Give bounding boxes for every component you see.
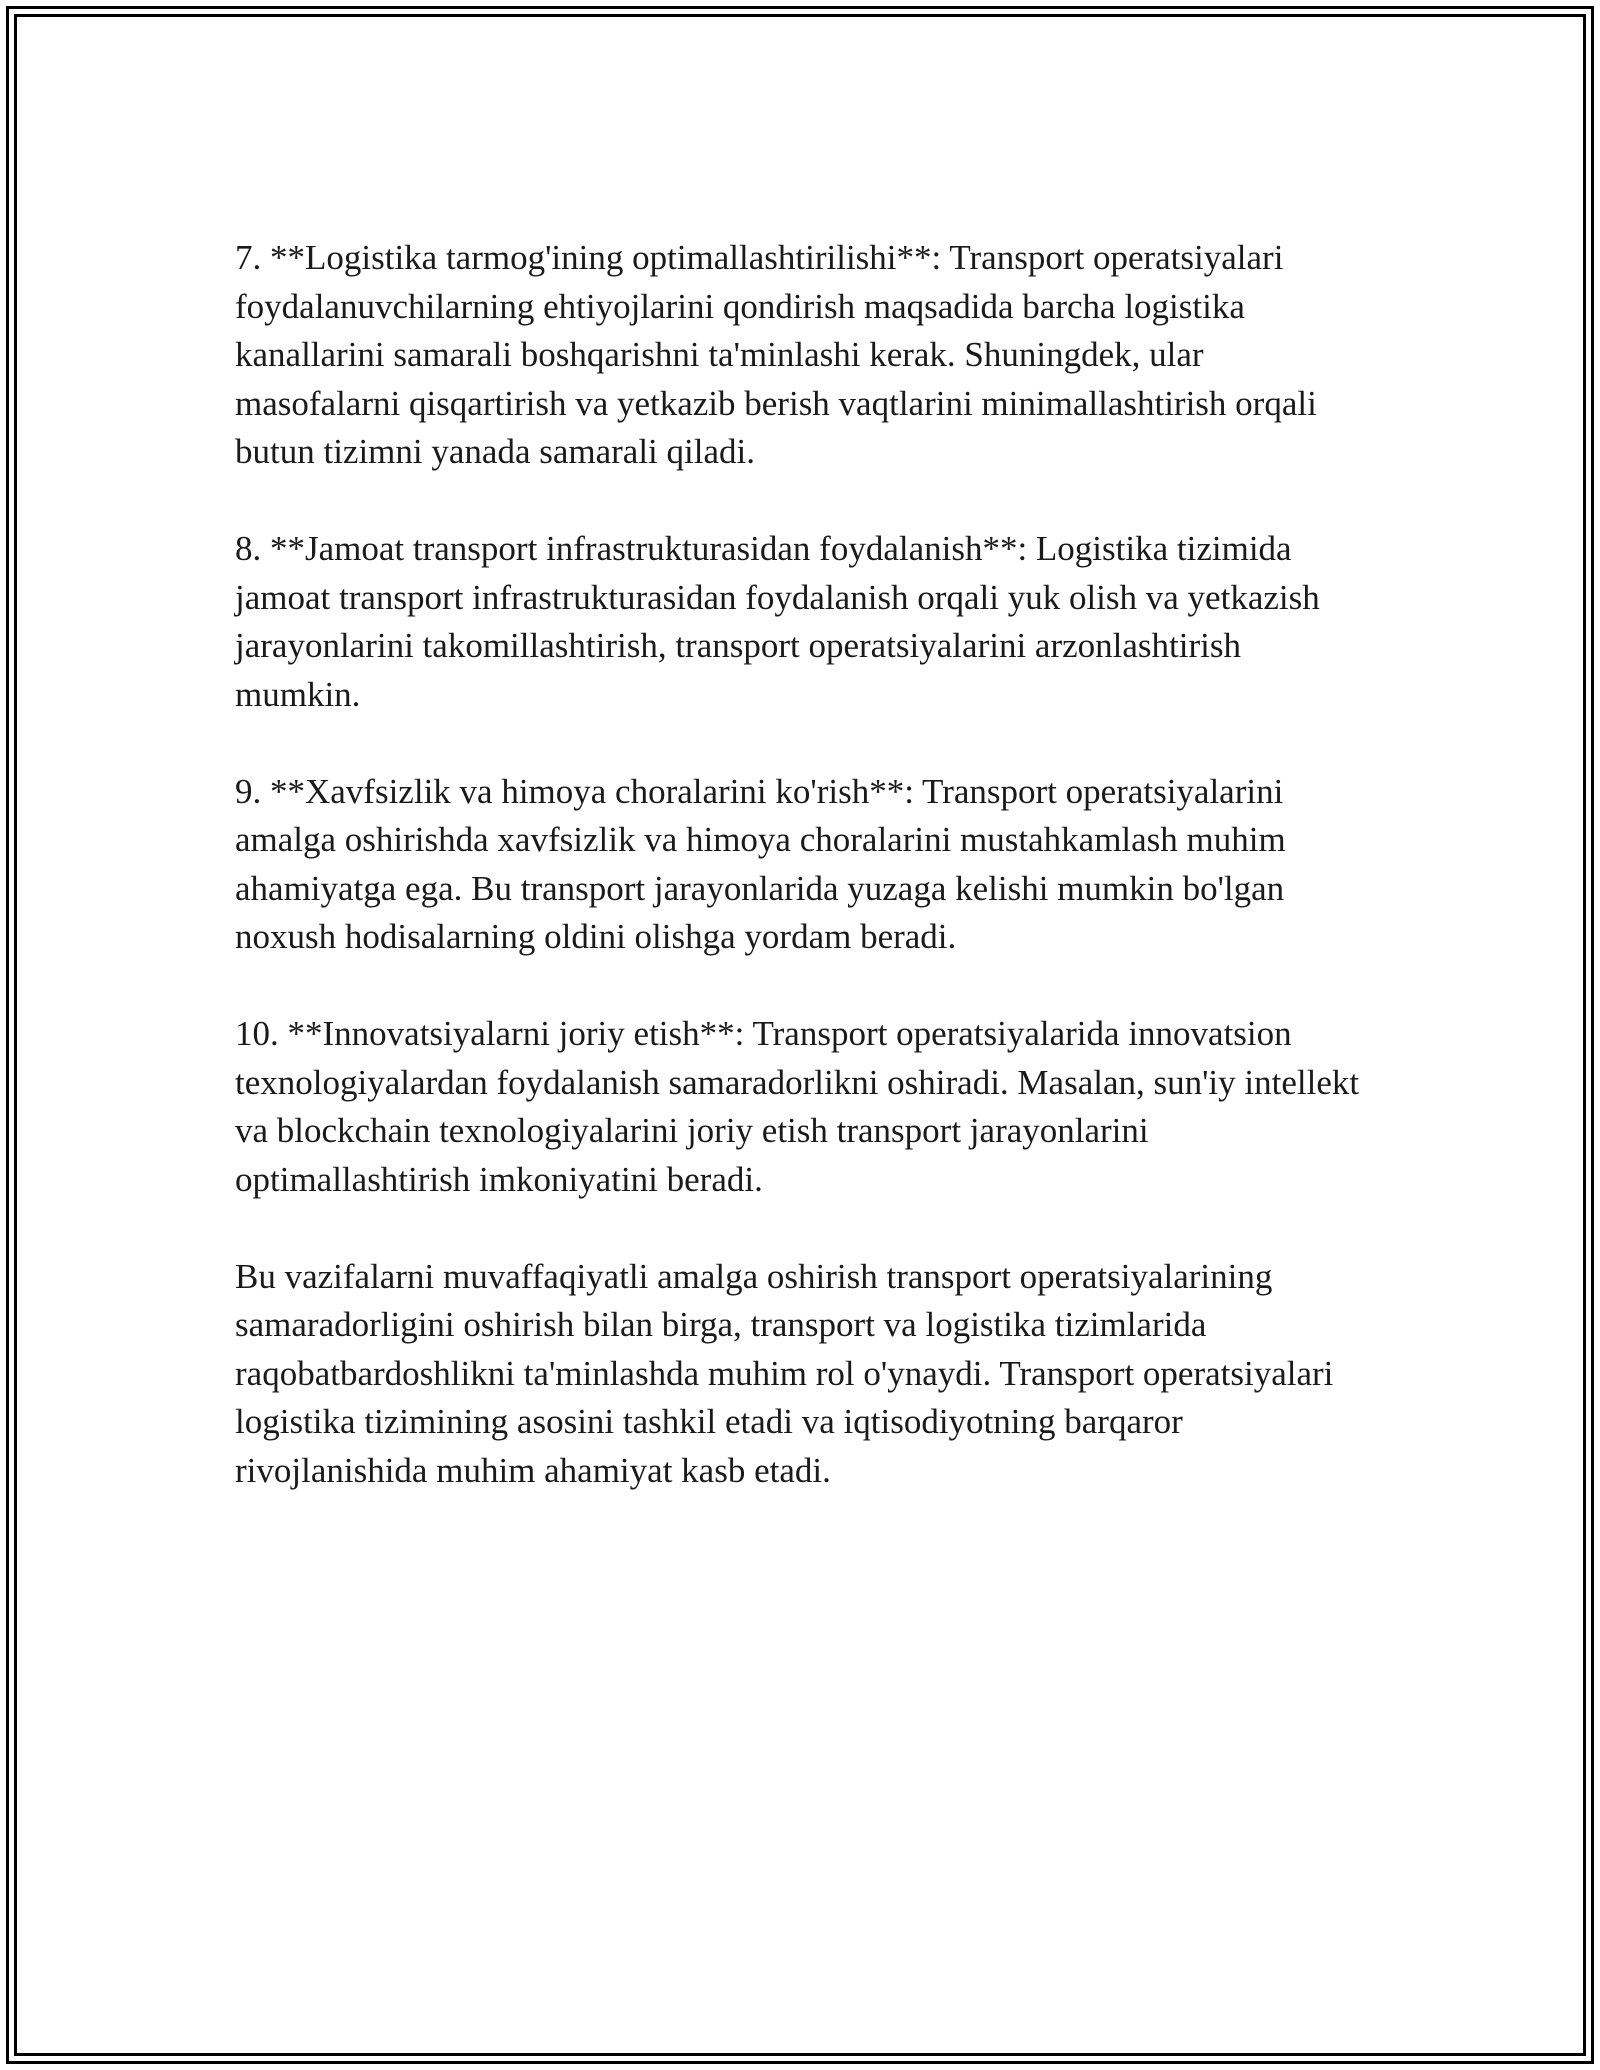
paragraph-item-9: 9. **Xavfsizlik va himoya choralarini ko'rish**: Transport operatsiyalarini amalga oshirishda xavfsizlik va himoya choralarini mustahkamlash muhim ahamiyatga ega. Bu transport jarayonlarida yuzaga kelishi mumkin bo'lgan noxush hodisalarning oldini olishga yordam beradi. [235,771,1286,956]
paragraph-item-8: 8. **Jamoat transport infrastrukturasidan foydalanish**: Logistika tizimida jamoat transport infrastrukturasidan foydalanish orqali yuk olish va yetkazish jarayonlarini takomillashtirish, transport operatsiyalarini arzonlashtirish mumkin. [235,529,1320,714]
paragraph-conclusion: Bu vazifalarni muvaffaqiyatli amalga oshirish transport operatsiyalarining samaradorligini oshirish bilan birga, transport va logistika tizimlarida raqobatbardoshlikni ta'minlashda muhim rol o'ynaydi. Transport operatsiyalari logistika tizimining asosini tashkil etadi va iqtisodiyotning barqaror rivojlanishida muhim ahamiyat kasb etadi. [235,1256,1334,1490]
paragraph-item-10: 10. **Innovatsiyalarni joriy etish**: Transport operatsiyalarida innovatsion texnologiyalardan foydalanish samaradorlikni oshiradi. Masalan, sun'iy intellekt va blockchain texnologiyalarini joriy etish transport jarayonlarini optimallashtirish imkoniyatini beradi. [235,1014,1360,1199]
document-body [235,234,1365,1544]
paragraph-item-7: 7. **Logistika tarmog'ining optimallashtirilishi**: Transport operatsiyalari foydalanuvchilarning ehtiyojlarini qondirish maqsadida barcha logistika kanallarini samarali boshqarishni ta'minlashi kerak. Shuningdek, ular masofalarni qisqartirish va yetkazib berish vaqtlarini minimallashtirish orqali butun tizimni yanada samarali qiladi. [235,238,1317,471]
